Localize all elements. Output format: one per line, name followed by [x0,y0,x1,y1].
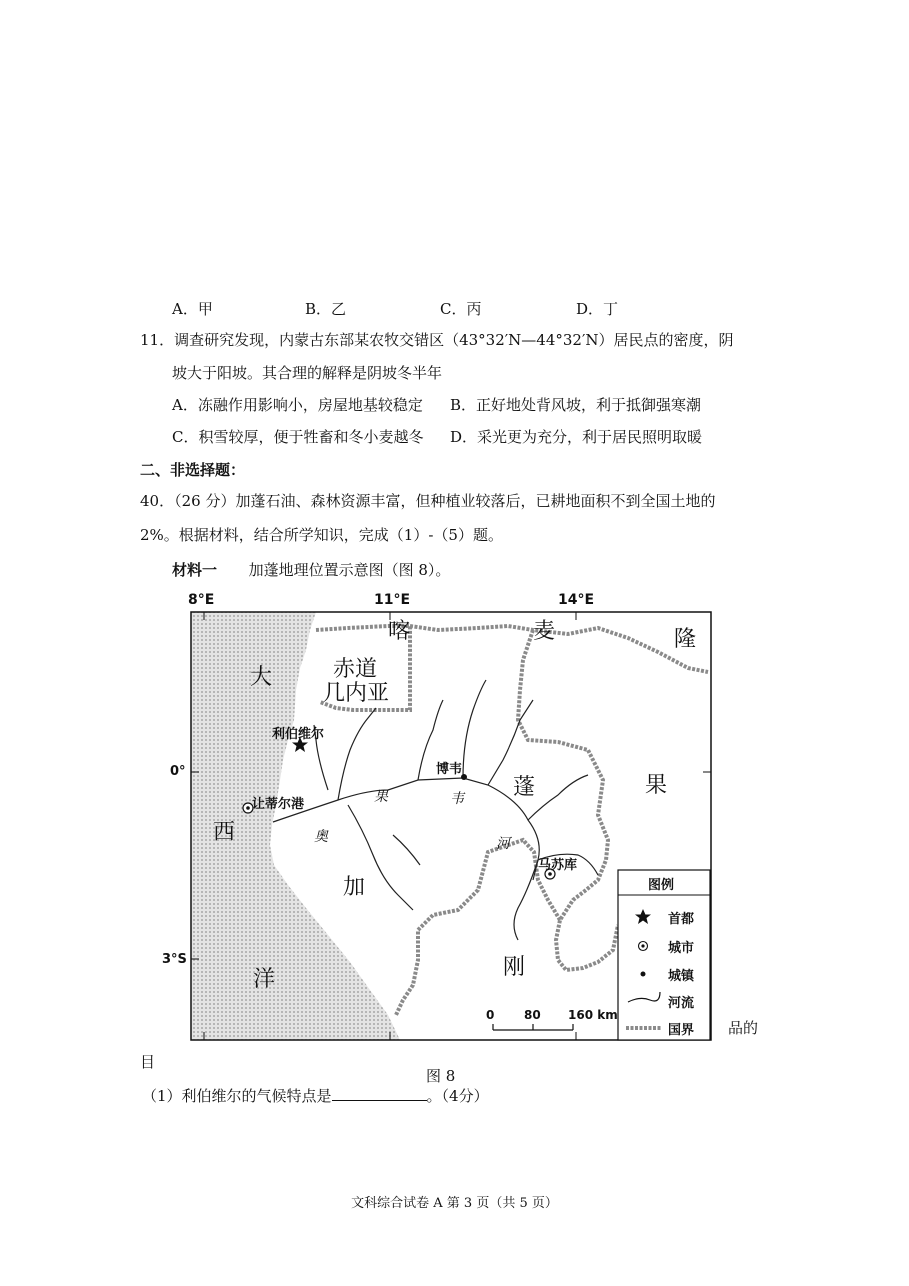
material-label: 材料一 [172,561,218,579]
label-congo-2: 刚 [503,955,526,980]
cutoff-fragment-left: 目 [140,1053,156,1071]
label-cameroon-2: 麦 [533,619,556,644]
scale-label-160: 160 km [568,1008,618,1022]
lon-label-11e: 11°E [374,592,411,608]
river-trib-3 [338,708,376,800]
cutoff-fragment-right: 品的 [728,1019,759,1037]
lat-label-0: 0° [170,764,186,779]
legend-city-symbol [639,942,648,951]
river-trib-8 [393,835,420,865]
page-footer: 文科综合试卷 A 第 3 页（共 5 页） [351,1196,558,1211]
section-heading: 二、非选择题： [140,461,246,479]
legend-title: 图例 [648,878,675,893]
legend-town: 城镇 [668,969,695,984]
scale-bar [493,1024,573,1030]
label-port-gentil: 让蒂尔港 [252,797,305,812]
label-libreville: 利伯维尔 [272,727,325,742]
material-line [172,560,450,580]
sub-question-1-text: （1）利伯维尔的气候特点是 [142,1087,332,1105]
scale-label-80: 80 [524,1008,541,1022]
river-label-3: 奥 [314,829,328,845]
label-cameroon-3: 隆 [674,627,697,652]
label-congo-1: 果 [645,773,668,798]
river-trib-7 [514,860,538,940]
label-ocean-3: 洋 [253,967,276,992]
material-text: 加蓬地理位置示意图（图 8）。 [248,561,451,579]
label-franceville: 马苏库 [538,858,578,873]
river-trib-2 [463,680,486,778]
q11-option-b: B．正好地处背风坡，利于抵御强寒潮 [450,396,702,414]
river-label-2: 韦 [450,791,464,807]
legend-city: 城市 [668,941,695,956]
figure-caption: 图 8 [426,1067,456,1085]
legend-town-symbol [641,972,646,977]
gabon-map [162,590,718,1045]
label-cameroon-1: 喀 [388,619,411,644]
q40-stem-line2: 2%。根据材料，结合所学知识，完成（1）-（5）题。 [140,526,503,544]
option-b: B．乙 [305,300,347,318]
q11-option-c: C．积雪较厚，便于牲畜和冬小麦越冬 [172,428,424,446]
river-trib-5 [528,775,588,820]
answer-blank[interactable] [332,1086,427,1101]
label-eqguinea-1: 赤道 [333,657,378,682]
scale-label-0: 0 [486,1008,495,1022]
river-label-4: 河 [496,836,510,852]
option-d: D．丁 [576,300,619,318]
lon-label-14e: 14°E [558,592,595,608]
q40-stem-line1: 40．（26 分）加蓬石油、森林资源丰富，但种植业较落后，已耕地面积不到全国土地的 [140,492,716,510]
q11-stem-line1: 11．调查研究发现，内蒙古东部某农牧交错区（43°32′N—44°32′N）居民点的密度，阴 [140,331,734,349]
label-eqguinea-2: 几内亚 [323,681,390,706]
sub-question-1-points: 。（4分） [426,1087,489,1105]
q11-option-d: D．采光更为充分，利于居民照明取暖 [450,428,703,446]
option-a: A．甲 [172,300,213,318]
label-gabon-2: 加 [343,875,366,900]
river-label-1: 果 [374,789,388,805]
label-gabon-1: 蓬 [513,775,536,800]
border-cameroon [410,626,708,672]
q11-option-a: A．冻融作用影响小，房屋地基较稳定 [172,396,423,414]
river-ogooue-main [273,778,539,880]
q11-stem-line2: 坡大于阳坡。其合理的解释是阴坡冬半年 [172,364,443,382]
lat-label-3s: 3°S [162,952,187,967]
sub-question-1 [142,1086,489,1106]
legend-capital: 首都 [668,912,695,927]
label-ocean-1: 大 [250,665,273,690]
option-c: C．丙 [440,300,482,318]
lon-label-8e: 8°E [188,592,215,608]
label-ocean-2: 西 [213,820,236,845]
legend-border: 国界 [668,1023,695,1038]
label-booue: 博韦 [436,762,463,777]
legend-river: 河流 [668,996,695,1011]
